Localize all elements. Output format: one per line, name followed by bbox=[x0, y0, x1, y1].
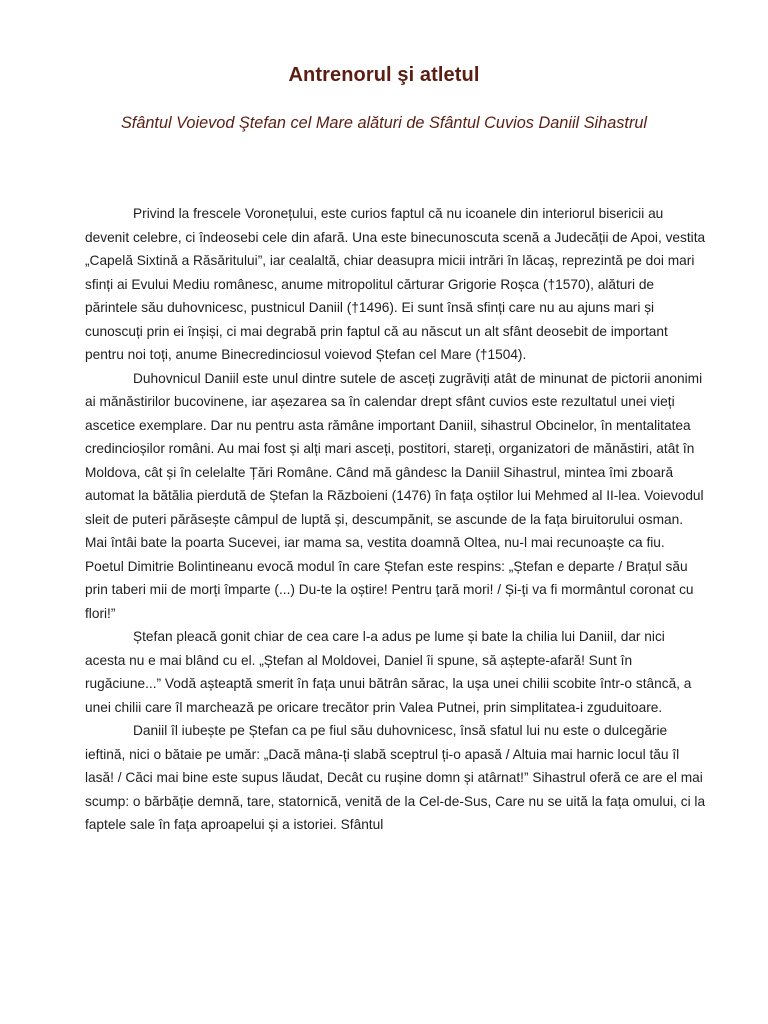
paragraph: Daniil îl iubește pe Ștefan ca pe fiul său duhovnicesc, însă sfatul lui nu este o dulcegărie ieftină, nici o bătaie pe umăr: „Dacă mâna-ți slabă sceptrul ți-o apasă / Altuia mai harnic locul tău îl lasă! / Căci mai bine este supus lăudat, Decât cu rușine domn și atârnat!” Sihastrul oferă ce are el mai scump: o bărbăție demnă, tare, statornică, venită de la Cel-de-Sus, Care nu se uită la fața omului, ci la faptele sale în fața aproapelui și a istoriei. Sfântul bbox=[85, 723, 706, 832]
document-title: Antrenorul şi atletul bbox=[288, 64, 480, 86]
paragraph: Ștefan pleacă gonit chiar de cea care l-a adus pe lume și bate la chilia lui Daniil, dar nici acesta nu e mai blând cu el. „Ștefan al Moldovei, Daniel îi spune, să aștepte-afară! Sunt în rugăciune...” Vodă așteaptă smerit în fața unui bătrân sărac, la ușa unei chilii scobite într-o stâncă, a unei chilii care îl marchează pe oricare trecător prin Valea Putnei, prin simplitatea-i zguduitoare. bbox=[85, 629, 692, 715]
paragraph: Privind la frescele Voronețului, este curios faptul că nu icoanele din interiorul bisericii au devenit celebre, ci îndeosebi cele din afară. Una este binecunoscuta scenă a Judecății de Apoi, vestita „Capelă Sixtină a Răsăritului”, iar cealaltă, chiar deasupra micii intrări în lăcaș, reprezintă pe doi mari sfinți ai Evului Mediu românesc, anume mitropolitul cărturar Grigorie Roșca (†1570), alături de părintele său duhovnicesc, pustnicul Daniil (†1496). Ei sunt însă sfinți care nu au ajuns mari și cunoscuți prin ei înșiși, ci mai degrabă prin faptul că au născut un alt sfânt deosebit de important pentru noi toți, anume Binecredinciosul voievod Ștefan cel Mare (†1504). bbox=[85, 206, 706, 362]
document-body bbox=[85, 202, 706, 837]
document-subtitle: Sfântul Voievod Ştefan cel Mare alături de Sfântul Cuvios Daniil Sihastrul bbox=[120, 114, 648, 132]
paragraph: Duhovnicul Daniil este unul dintre sutele de asceți zugrăviți atât de minunat de pictorii anonimi ai mănăstirilor bucovinene, iar așezarea sa în calendar drept sfânt cuvios este rezultatul unei vieți ascetice exemplare. Dar nu pentru asta rămâne important Daniil, sihastrul Obcinelor, în mentalitatea credincioșilor români. Au mai fost și alți mari asceți, postitori, stareți, organizatori de mănăstiri, atât în Moldova, cât și în celelalte Țări Române. Când mă gândesc la Daniil Sihastrul, mintea îmi zboară automat la bătălia pierdută de Ștefan la Războieni (1476) în fața oștilor lui Mehmed al II-lea. Voievodul sleit de puteri părăsește câmpul de luptă și, descumpănit, se ascunde de la fața biruitorului osman. Mai întâi bate la poarta Sucevei, iar mama sa, vestita doamnă Oltea, nu-l mai recunoaște ca fiu. Poetul Dimitrie Bolintineanu evocă modul în care Ștefan este respins: „Ștefan e departe / Brațul său prin taberi mii de morți împarte (...) Du-te la oștire! Pentru țară mori! / Și-ți va fi mormântul coronat cu flori!” bbox=[85, 370, 704, 621]
